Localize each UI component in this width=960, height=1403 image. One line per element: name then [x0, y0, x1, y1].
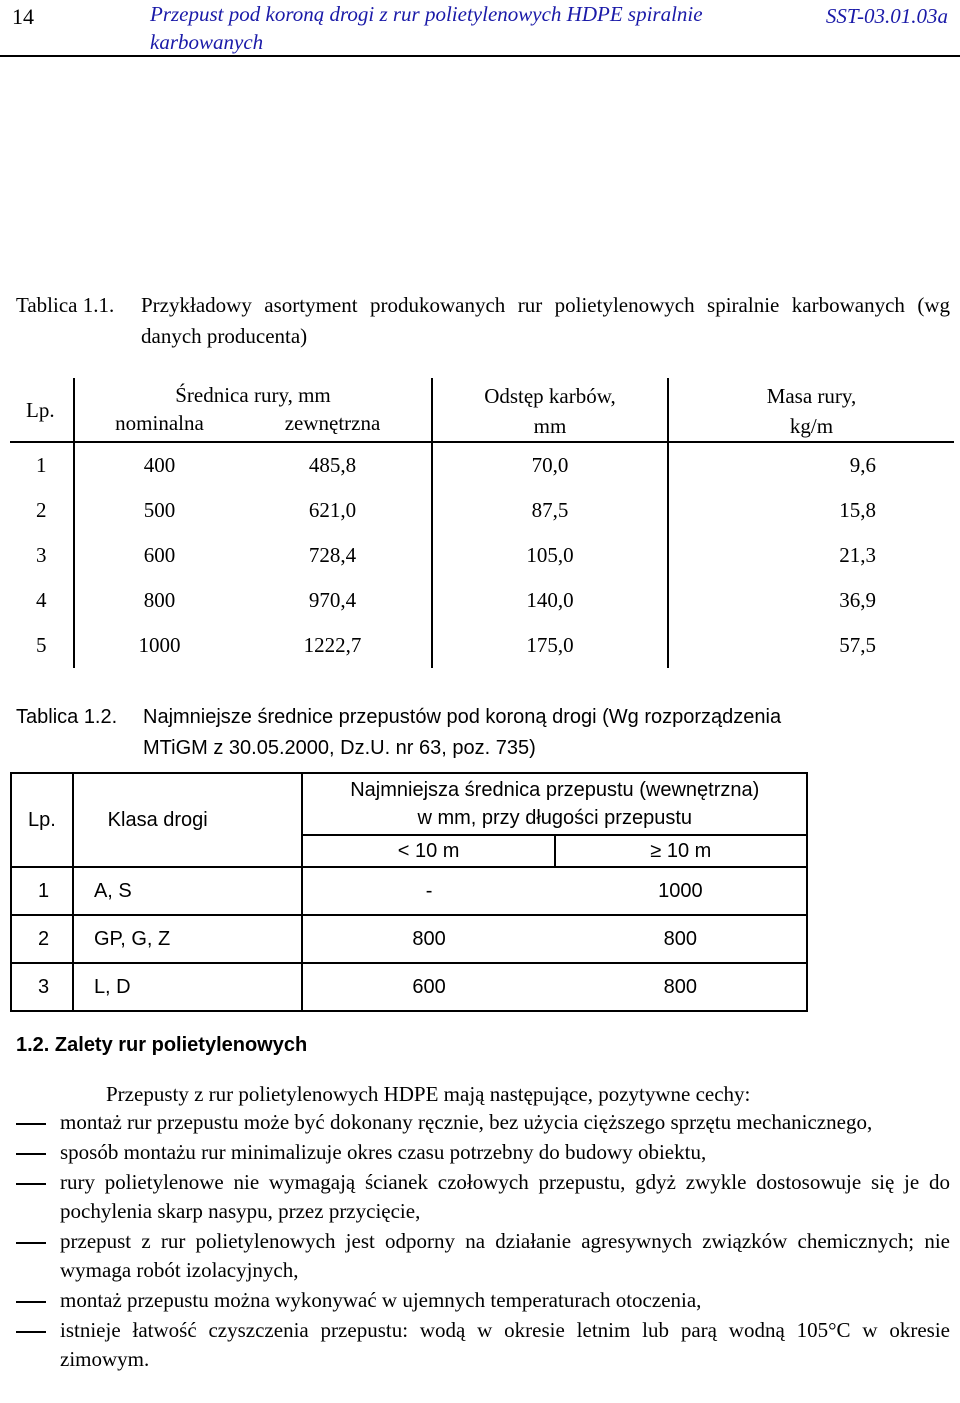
page-number: 14	[12, 4, 34, 29]
table2-header-ge10: ≥ 10 m	[555, 835, 807, 867]
assortment-table	[10, 378, 954, 668]
table-cell: 400	[143, 453, 176, 477]
list-item-text: przepust z rur polietylenowych jest odporny na działanie agresywnych związków chemicznych; nie wymaga robót izolacyjnych,	[60, 1229, 950, 1282]
table-cell: L, D	[73, 963, 303, 1011]
table1-header-lp: Lp.	[10, 378, 74, 442]
table2-header-row	[11, 773, 807, 835]
table-cell: 70,0	[432, 442, 668, 488]
document-code: SST-03.01.03a	[825, 4, 948, 28]
table-cell: 1222,7	[303, 633, 362, 657]
table-cell: 800	[302, 915, 554, 963]
table-cell: 140,0	[432, 578, 668, 623]
table1-header-nominal: nominalna	[115, 411, 204, 435]
table1-header-spacing-line2: mm	[533, 414, 567, 438]
advantages-list	[10, 1108, 950, 1375]
table-cell: GP, G, Z	[73, 915, 303, 963]
table-cell: 4	[10, 578, 74, 623]
table1-caption-text: Przykładowy asortyment produkowanych rur polietylenowych spiralnie karbowanych (wg danych producenta)	[141, 293, 950, 348]
table-cell: 9,6	[849, 453, 876, 477]
list-item	[10, 1316, 950, 1374]
table-cell: 1000	[138, 633, 181, 657]
table-row	[10, 533, 954, 578]
section-heading: 1.2. Zalety rur polietylenowych	[16, 1034, 308, 1056]
list-item	[10, 1108, 950, 1137]
table-cell: 21,3	[839, 543, 876, 567]
table-row	[11, 867, 807, 915]
table-cell: -	[302, 867, 554, 915]
table-cell: 600	[412, 975, 446, 998]
list-item	[10, 1227, 950, 1285]
list-item-text: sposób montażu rur minimalizuje okres czasu potrzebny do budowy obiektu,	[60, 1140, 707, 1164]
table1-header-mass-line2: kg/m	[789, 414, 834, 438]
table-cell: 800	[663, 975, 698, 998]
table1-header-mass-line1: Masa rury,	[766, 384, 857, 408]
table-row	[10, 442, 954, 488]
page-header	[0, 0, 960, 57]
table-cell: 485,8	[308, 453, 357, 477]
table-cell: 57,5	[839, 633, 876, 657]
table-cell: 3	[10, 533, 74, 578]
table-cell: 175,0	[432, 623, 668, 668]
table2-header-road-class: Klasa drogi	[73, 773, 303, 867]
table1-header-external: zewnętrzna	[284, 411, 381, 435]
table-cell: 1	[11, 867, 73, 915]
table-cell: 5	[10, 623, 74, 668]
table-cell: 621,0	[308, 498, 357, 522]
table-cell: 2	[11, 915, 73, 963]
table-cell: 500	[143, 498, 176, 522]
list-item-text: istnieje łatwość czyszczenia przepustu: wodą w okresie letnim lub parą wodną 105°C w okresie zimowym.	[60, 1318, 950, 1371]
list-item-text: rury polietylenowe nie wymagają ścianek czołowych przepustu, gdyż zwykle dostosowuje się je do pochylenia skarp nasypu, przez przycięcie,	[60, 1170, 950, 1223]
document-title: Przepust pod koroną drogi z rur polietylenowych HDPE spiralnie karbowanych	[150, 2, 703, 54]
table-cell: 87,5	[432, 488, 668, 533]
list-item	[10, 1168, 950, 1226]
table-row	[10, 488, 954, 533]
table-row	[11, 963, 807, 1011]
table1-label: Tablica 1.1.	[16, 293, 115, 317]
table-cell: 36,9	[839, 588, 876, 612]
table1-header-diameter: Średnica rury, mm	[175, 383, 331, 407]
table-row	[11, 915, 807, 963]
table-cell: 2	[10, 488, 74, 533]
table1-body	[10, 442, 954, 668]
table2-header-min-diameter-line1: Najmniejsza średnica przepustu (wewnętrzna)	[350, 779, 760, 801]
section-intro: Przepusty z rur polietylenowych HDPE mają następujące, pozytywne cechy:	[106, 1082, 751, 1106]
table-cell: 728,4	[308, 543, 357, 567]
table-row	[10, 623, 954, 668]
table1-header-spacing	[432, 378, 668, 442]
table-cell: 1000	[555, 867, 807, 915]
table-cell: 3	[11, 963, 73, 1011]
list-item-text: montaż rur przepustu może być dokonany ręcznie, bez użycia cięższego sprzętu mechanicznego,	[60, 1110, 873, 1134]
table2-label: Tablica 1.2.	[16, 706, 118, 728]
table-cell: 1	[10, 442, 74, 488]
table2-header-min-diameter	[302, 773, 807, 835]
list-item-text: montaż przepustu można wykonywać w ujemnych temperaturach otoczenia,	[60, 1288, 702, 1312]
min-diameter-table	[10, 772, 808, 1012]
table1-header-spacing-line1: Odstęp karbów,	[484, 384, 616, 408]
table2-header-lt10: < 10 m	[302, 835, 554, 867]
table-cell: 600	[143, 543, 176, 567]
table-cell: 105,0	[432, 533, 668, 578]
list-item	[10, 1138, 950, 1167]
table-cell: 15,8	[839, 498, 876, 522]
table-row	[10, 578, 954, 623]
table-cell: 800	[555, 915, 807, 963]
list-item	[10, 1286, 950, 1315]
table2-caption-text: Najmniejsze średnice przepustów pod koroną drogi (Wg rozporządzenia MTiGM z 30.05.2000, Dz.U. nr 63, poz. 735)	[143, 706, 782, 759]
table1-header-row	[10, 378, 954, 409]
table2-header-lp: Lp.	[11, 773, 73, 867]
table2-header-min-diameter-line2: w mm, przy długości przepustu	[417, 807, 692, 829]
table-cell: 800	[143, 588, 176, 612]
table1-header-mass	[668, 378, 954, 442]
table-cell: 970,4	[308, 588, 357, 612]
table-cell: A, S	[73, 867, 303, 915]
